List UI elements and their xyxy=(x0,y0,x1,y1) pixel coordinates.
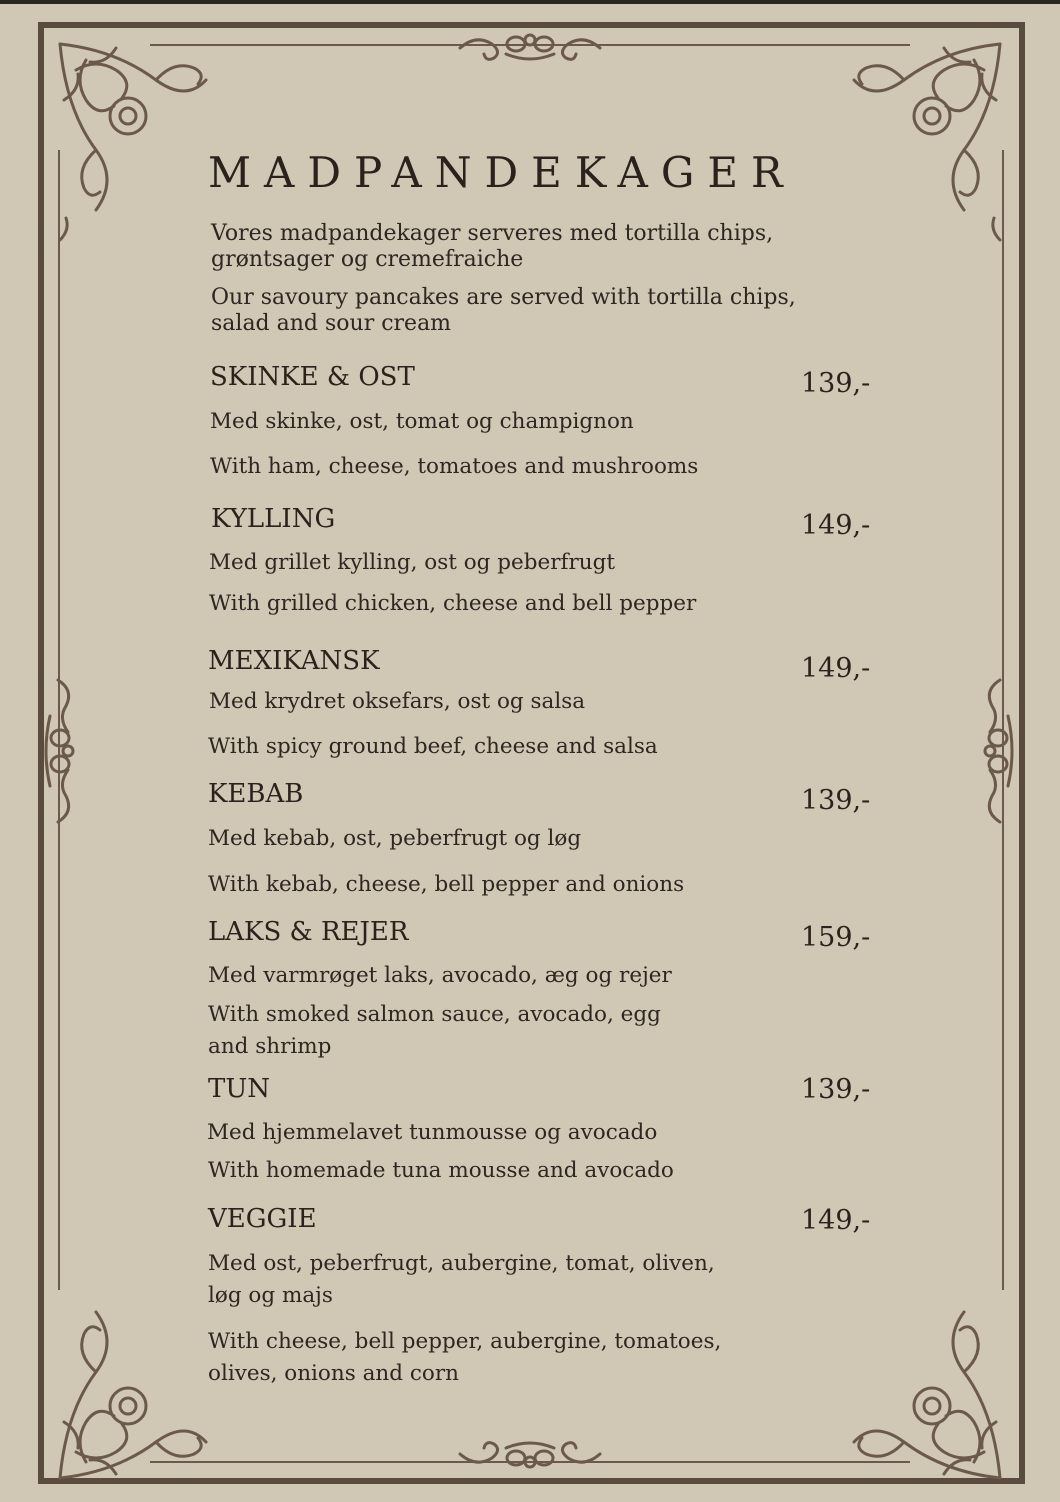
menu-item-name: KEBAB xyxy=(208,779,304,809)
menu-item-name: TUN xyxy=(208,1074,271,1104)
top-edge-bar xyxy=(0,0,1060,4)
menu-item-description-english: With ham, cheese, tomatoes and mushrooms xyxy=(210,454,699,479)
menu-item-description-danish: Med varmrøget laks, avocado, æg og rejer xyxy=(208,963,672,988)
top-center-scroll-icon xyxy=(456,26,604,66)
menu-item-description-english: With spicy ground beef, cheese and salsa xyxy=(208,734,658,759)
menu-item-price: 149,- xyxy=(801,653,871,684)
menu-item-name: VEGGIE xyxy=(208,1204,317,1234)
menu-item-description-english: With smoked salmon sauce, avocado, egg and shrimp xyxy=(208,1002,661,1059)
menu-item-description-english: With homemade tuna mousse and avocado xyxy=(208,1158,674,1183)
bottom-center-scroll-icon xyxy=(456,1436,604,1476)
menu-item-description-danish: Med kebab, ost, peberfrugt og løg xyxy=(208,826,582,851)
intro-text-english: Our savoury pancakes are served with tortilla chips, salad and sour cream xyxy=(211,285,796,336)
menu-item-description-danish: Med ost, peberfrugt, aubergine, tomat, oliven, løg og majs xyxy=(208,1251,715,1308)
menu-item-price: 149,- xyxy=(801,1205,871,1236)
menu-item-description-danish: Med grillet kylling, ost og peberfrugt xyxy=(209,550,616,575)
menu-item-description-danish: Med skinke, ost, tomat og champignon xyxy=(210,409,634,434)
left-side-scroll-icon xyxy=(40,676,80,826)
right-side-scroll-icon xyxy=(978,676,1018,826)
intro-text-danish: Vores madpandekager serveres med tortilla chips, grøntsager og cremefraiche xyxy=(211,221,774,272)
menu-item-name: SKINKE & OST xyxy=(210,362,415,392)
menu-item-description-danish: Med krydret oksefars, ost og salsa xyxy=(209,689,586,714)
menu-title: MADPANDEKAGER xyxy=(208,148,796,197)
menu-item-price: 139,- xyxy=(801,368,871,399)
corner-flourish-bottom-left-icon xyxy=(56,1302,216,1482)
menu-item-price: 149,- xyxy=(801,510,871,541)
menu-item-description-english: With kebab, cheese, bell pepper and onions xyxy=(208,872,685,897)
menu-item-description-danish: Med hjemmelavet tunmousse og avocado xyxy=(207,1120,658,1145)
menu-item-description-english: With grilled chicken, cheese and bell pepper xyxy=(209,591,697,616)
corner-flourish-top-left-icon xyxy=(56,40,216,260)
menu-item-price: 159,- xyxy=(801,922,871,953)
menu-item-price: 139,- xyxy=(801,1074,871,1105)
menu-item-name: LAKS & REJER xyxy=(208,917,409,947)
corner-flourish-bottom-right-icon xyxy=(844,1302,1004,1482)
corner-flourish-top-right-icon xyxy=(844,40,1004,260)
menu-item-description-english: With cheese, bell pepper, aubergine, tomatoes, olives, onions and corn xyxy=(208,1329,722,1386)
menu-item-price: 139,- xyxy=(801,785,871,816)
menu-item-name: KYLLING xyxy=(211,504,336,534)
menu-item-name: MEXIKANSK xyxy=(208,646,380,676)
